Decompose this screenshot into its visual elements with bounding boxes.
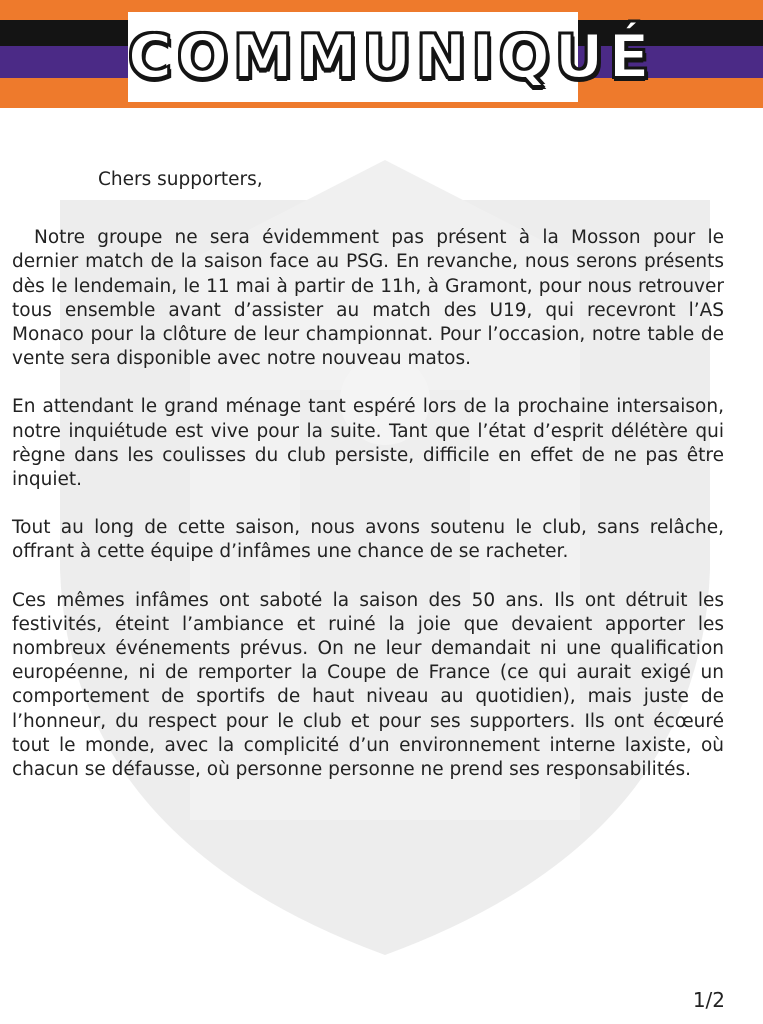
paragraph-1: Notre groupe ne sera évidemment pas présent à la Mosson pour le dernier match de la saison face au PSG. En revanche, nous serons présents dès le lendemain, le 11 mai à partir de 11h, à Gramont, pour nous retrouver tous ensemble avant d’assister au match des U19, qui recevront l’AS Monaco pour la clôture de leur championnat. Pour l’occasion, notre table de vente sera disponible avec notre nouveau matos. — [12, 227, 724, 370]
page-number: 1/2 — [692, 988, 725, 1012]
paragraph-4: Ces mêmes infâmes ont saboté la saison des 50 ans. Ils ont détruit les festivités, éteint l’ambiance et ruiné la joie que devaient apporter les nombreux événements prévus. On ne leur demandait ni une qualification européenne, ni de remporter la Coupe de France (ce qui aurait exigé un comportement de sportifs de haut niveau au quotidien), mais juste de l’honneur, du respect pour le club et pour ses supporters. Ils ont écœuré tout le monde, avec la complicité d’un environnement interne laxiste, où chacun se défausse, où personne personne ne prend ses responsabilités. — [12, 589, 724, 781]
letter-body — [12, 168, 724, 782]
paragraph-3: Tout au long de cette saison, nous avons soutenu le club, sans relâche, offrant à cette équipe d’infâmes une chance de se racheter. — [12, 517, 724, 563]
header-banner — [0, 0, 763, 108]
greeting: Chers supporters, — [98, 169, 263, 190]
page-title: COMMUNIQUÉ — [128, 22, 655, 92]
paragraph-2: En attendant le grand ménage tant espéré lors de la prochaine intersaison, notre inquiétude est vive pour la suite. Tant que l’état d’esprit délétère qui règne dans les coulisses du club persiste, difficile en effet de ne pas être inquiet. — [12, 396, 724, 491]
